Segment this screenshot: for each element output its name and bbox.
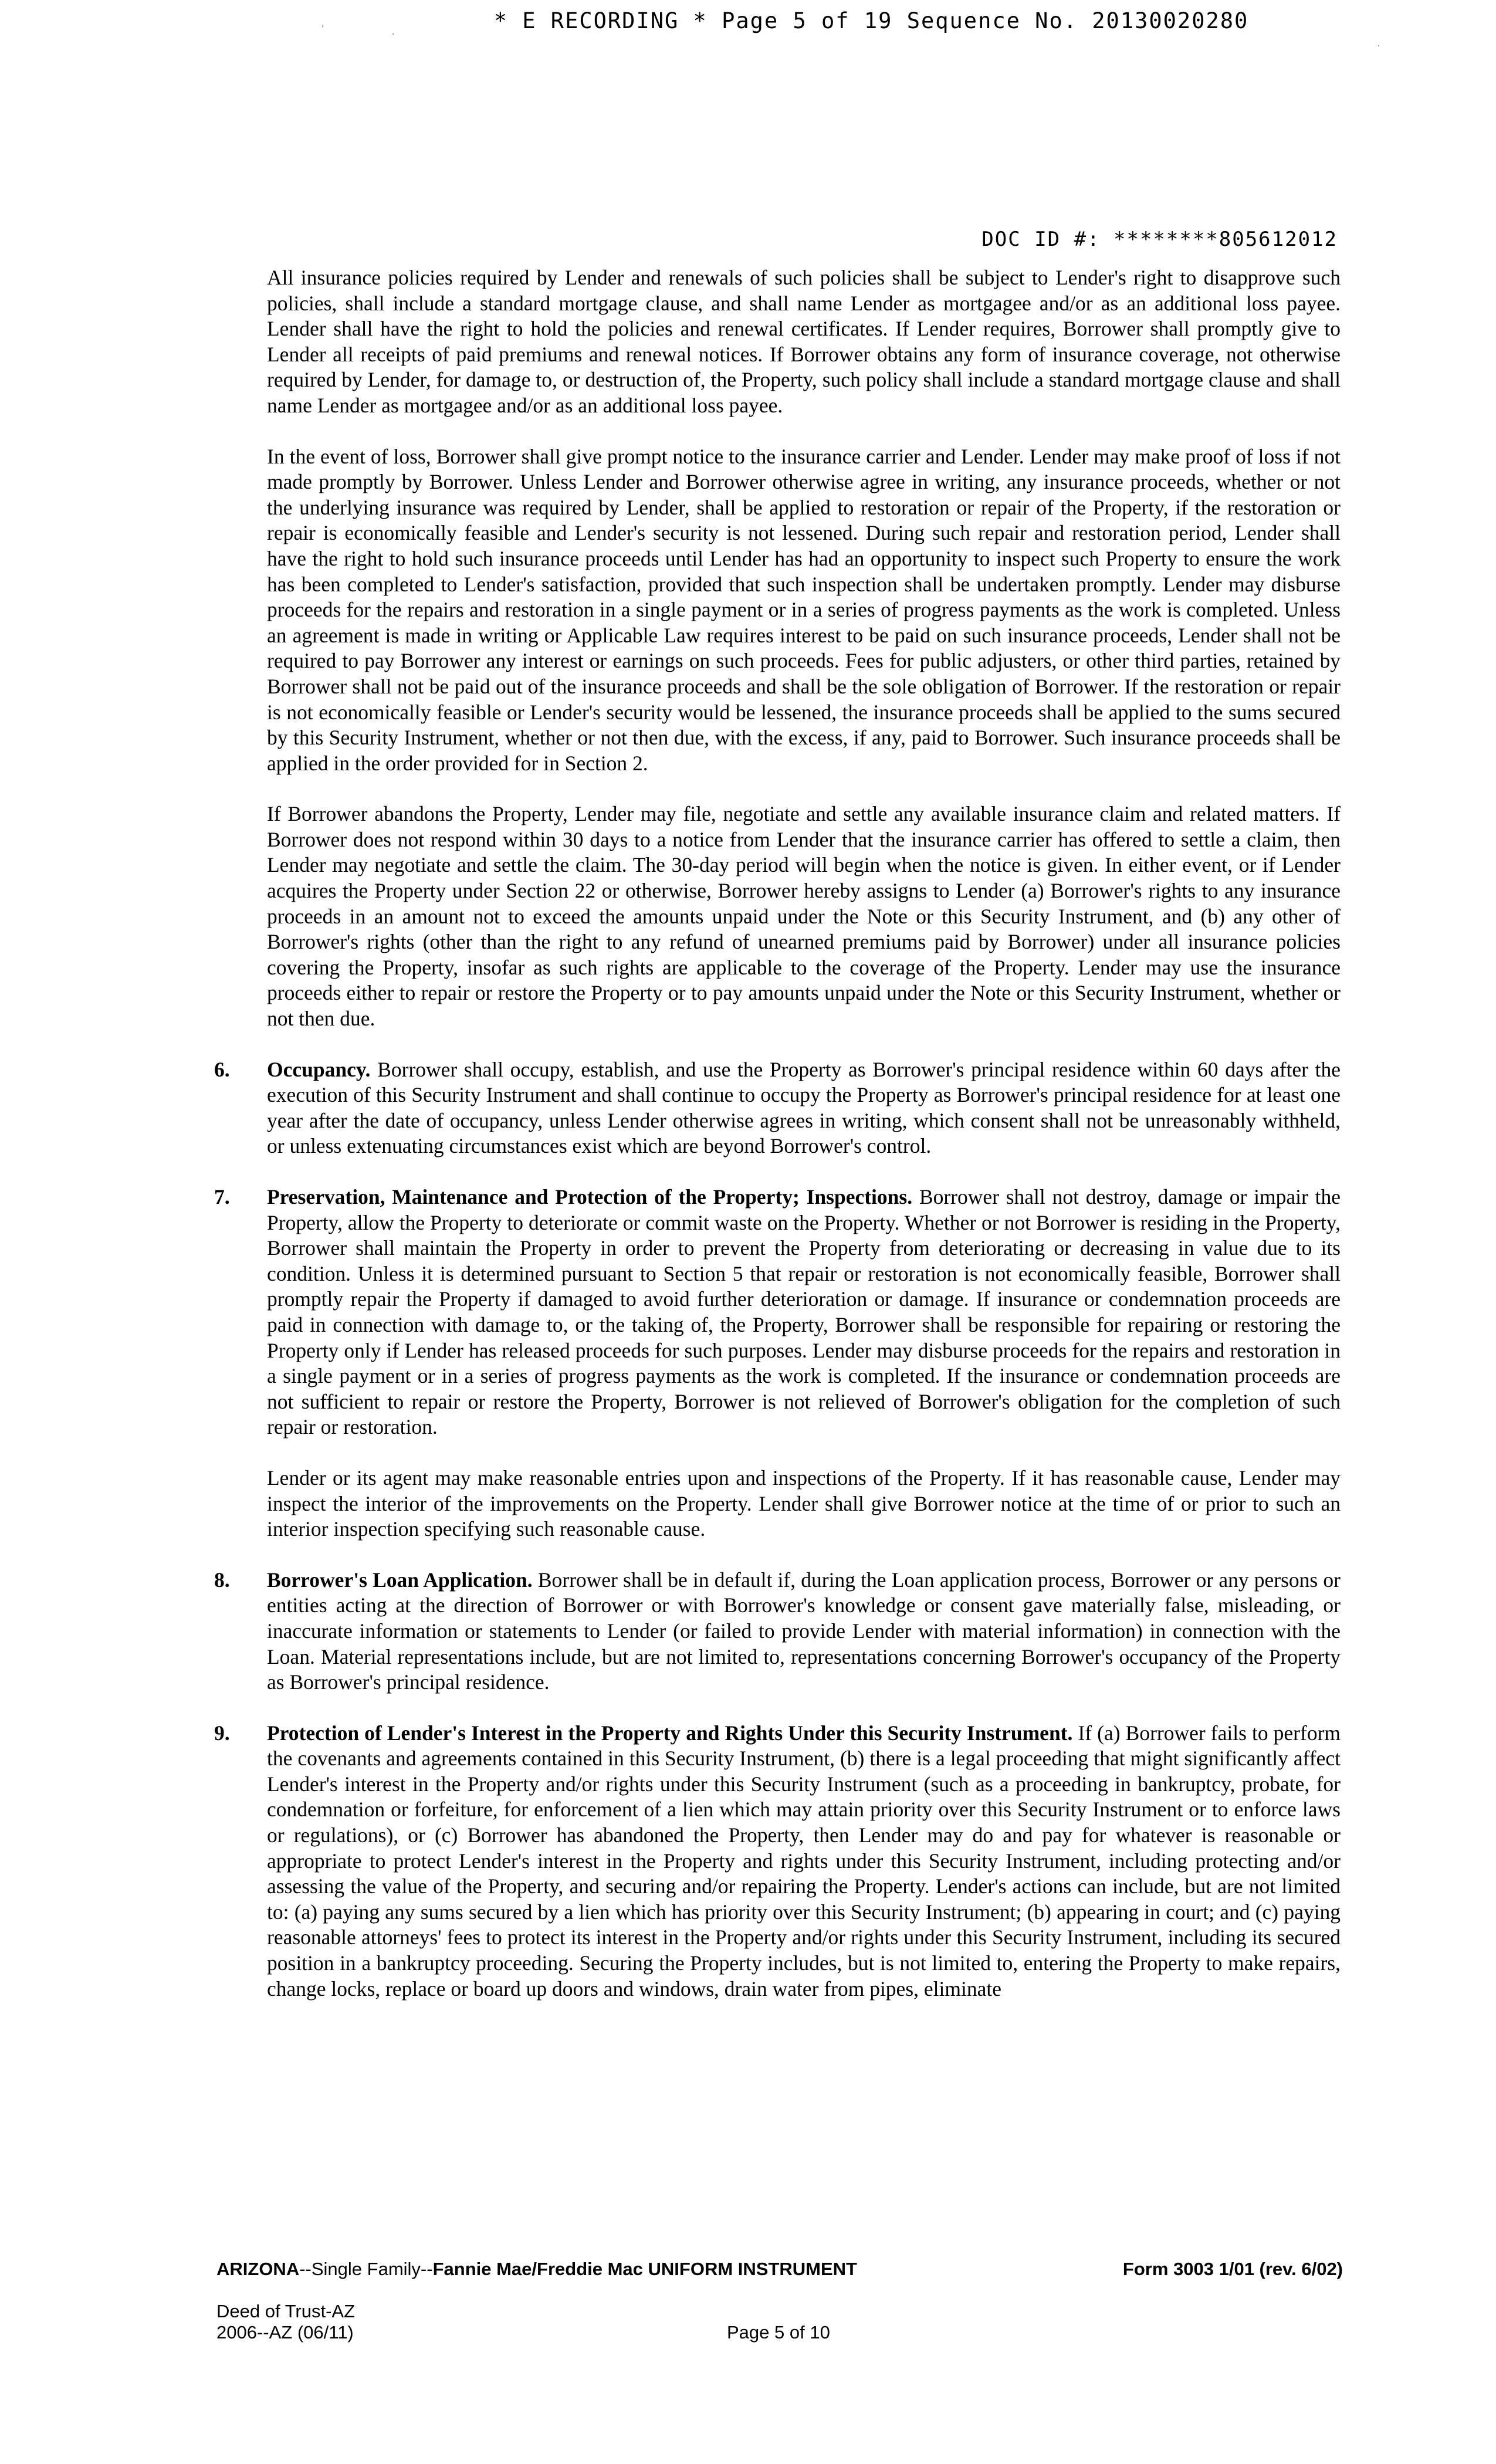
scan-mark: . — [392, 27, 395, 37]
footer-separator: --Single Family-- — [299, 2259, 433, 2279]
footer-instrument: Fannie Mae/Freddie Mac UNIFORM INSTRUMENT — [432, 2259, 857, 2279]
document-body — [214, 265, 1341, 2027]
section-heading: Preservation, Maintenance and Protection of the Property; Inspections. — [267, 1185, 913, 1209]
section-text: Borrower shall be in default if, during the Loan application process, Borrower or any persons or entities acting at the direction of Borrower or with Borrower's knowledge or consent gave materially false, misleading, or inaccurate information or statements to Lender (or failed to provide Lender with material information) in connection with the Loan. Material representations include, but are not limited to, representations concerning Borrower's occupancy of the Property as Borrower's principal residence. — [267, 1568, 1341, 1694]
section-text: If (a) Borrower fails to perform the covenants and agreements contained in this Security Instrument, (b) there is a legal proceeding that might significantly affect Lender's interest in the Property and/or rights under this Security Instrument (such as a proceeding in bankruptcy, probate, for condemnation or forfeiture, for enforcement of a lien which may attain priority over this Security Instrument or to enforce laws or regulations), or (c) Borrower has abandoned the Property, then Lender may do and pay for whatever is reasonable or appropriate to protect Lender's interest in the Property and rights under this Security Instrument, including protecting and/or assessing the value of the Property, and securing and/or repairing the Property. Lender's actions can include, but are not limited to: (a) paying any sums secured by a lien which has priority over this Security Instrument; (b) appearing in court; and (c) paying reasonable attorneys' fees to protect its interest in the Property and/or rights under this Security Instrument, including its secured position in a bankruptcy proceeding. Securing the Property includes, but is not limited to, entering the Property to make repairs, change locks, replace or board up doors and windows, drain water from pipes, eliminate — [267, 1721, 1341, 2001]
section-7 — [214, 1184, 1341, 1440]
section-8 — [214, 1568, 1341, 1695]
footer-state: ARIZONA — [216, 2259, 300, 2279]
footer-doc-type: Deed of Trust-AZ — [216, 2301, 356, 2321]
paragraph-event-of-loss: In the event of loss, Borrower shall give prompt notice to the insurance carrier and Lender. Lender may make proof of loss if not made promptly by Borrower. Unless Lender and Borrower otherwise agree in writing, any insurance proceeds, whether or not the underlying insurance was required by Lender, shall be applied to restoration or repair of the Property, if the restoration or repair is economically feasible and Lender's security is not lessened. During such repair and restoration period, Lender shall have the right to hold such insurance proceeds until Lender has had an opportunity to inspect such Property to ensure the work has been completed to Lender's satisfaction, provided that such inspection shall be undertaken promptly. Lender may disburse proceeds for the repairs and restoration in a single payment or in a series of progress payments as the work is completed. Unless an agreement is made in writing or Applicable Law requires interest to be paid on such insurance proceeds, Lender shall not be required to pay Borrower any interest or earnings on such proceeds. Fees for public adjusters, or other third parties, retained by Borrower shall not be paid out of the insurance proceeds and shall be the sole obligation of Borrower. If the restoration or repair is not economically feasible or Lender's security would be lessened, the insurance proceeds shall be applied to the sums secured by this Security Instrument, whether or not then due, with the excess, if any, paid to Borrower. Such insurance proceeds shall be applied in the order provided for in Section 2. — [267, 444, 1341, 775]
recording-header: * E RECORDING * Page 5 of 19 Sequence No. 20130020280 — [493, 8, 1249, 33]
section-number: 6. — [214, 1057, 230, 1081]
doc-id: DOC ID #: ********805612012 — [981, 228, 1338, 251]
section-heading: Borrower's Loan Application. — [267, 1568, 533, 1592]
section-number: 8. — [214, 1568, 230, 1592]
footer-form-number: Form 3003 1/01 (rev. 6/02) — [1122, 2259, 1343, 2279]
scan-mark: , — [321, 19, 324, 29]
section-9 — [214, 1721, 1341, 2002]
paragraph-insurance-policies: All insurance policies required by Lender and renewals of such policies shall be subject to Lender's right to disapprove such policies, shall include a standard mortgage clause, and shall name Lender as mortgagee and/or as an additional loss payee. Lender shall have the right to hold the policies and renewal certificates. If Lender requires, Borrower shall promptly give to Lender all receipts of paid premiums and renewal notices. If Borrower obtains any form of insurance coverage, not otherwise required by Lender, for damage to, or destruction of, the Property, such policy shall include a standard mortgage clause and shall name Lender as mortgagee and/or as an additional loss payee. — [267, 266, 1341, 417]
footer-lower — [216, 2301, 1343, 2343]
section-number: 9. — [214, 1721, 230, 1745]
form-footer — [216, 2259, 1343, 2343]
section-number: 7. — [214, 1185, 230, 1209]
footer-page-number: Page 5 of 10 — [727, 2322, 830, 2343]
section-heading: Occupancy. — [267, 1057, 371, 1081]
footer-instrument-line — [216, 2259, 857, 2280]
paragraph-abandonment: If Borrower abandons the Property, Lender may file, negotiate and settle any available insurance claim and related matters. If Borrower does not respond within 30 days to a notice from Lender that the insurance carrier has offered to settle a claim, then Lender may negotiate and settle the claim. The 30-day period will begin when the notice is given. In either event, or if Lender acquires the Property under Section 22 or otherwise, Borrower hereby assigns to Lender (a) Borrower's rights to any insurance proceeds in an amount not to exceed the amounts unpaid under the Note or this Security Instrument, and (b) any other of Borrower's rights (other than the right to any refund of unearned premiums paid by Borrower) under all insurance policies covering the Property, insofar as such rights are applicable to the coverage of the Property. Lender may use the insurance proceeds either to repair or restore the Property or to pay amounts unpaid under the Note or this Security Instrument, whether or not then due. — [267, 802, 1341, 1031]
section-text: Borrower shall not destroy, damage or impair the Property, allow the Property to deteriorate or commit waste on the Property. Whether or not Borrower is residing in the Property, Borrower shall maintain the Property in order to prevent the Property from deteriorating or decreasing in value due to its condition. Unless it is determined pursuant to Section 5 that repair or restoration is not economically feasible, Borrower shall promptly repair the Property if damaged to avoid further deterioration or damage. If insurance or condemnation proceeds are paid in connection with damage to, or the taking of, the Property, Borrower shall be responsible for repairing or restoring the Property only if Lender has released proceeds for such purposes. Lender may disburse proceeds for the repairs and restoration in a single payment or in a series of progress payments as the work is completed. If the insurance or condemnation proceeds are not sufficient to repair or restore the Property, Borrower is not relieved of Borrower's obligation for the completion of such repair or restoration. — [267, 1185, 1341, 1439]
section-heading: Protection of Lender's Interest in the Property and Rights Under this Security Instrument. — [267, 1721, 1073, 1745]
footer-doc-code: 2006--AZ (06/11) — [216, 2322, 354, 2343]
section-text: Borrower shall occupy, establish, and use the Property as Borrower's principal residence within 60 days after the execution of this Security Instrument and shall continue to occupy the Property as Borrower's principal residence for at least one year after the date of occupancy, unless Lender otherwise agrees in writing, which consent shall not be unreasonably withheld, or unless extenuating circumstances exist which are beyond Borrower's control. — [267, 1057, 1341, 1158]
section-6 — [214, 1057, 1341, 1159]
scan-mark: . — [1377, 39, 1380, 49]
paragraph-inspections: Lender or its agent may make reasonable entries upon and inspections of the Property. If it has reasonable cause, Lender may inspect the interior of the improvements on the Property. Lender shall give Borrower notice at the time of or prior to such an interior inspection specifying such reasonable cause. — [267, 1465, 1341, 1541]
